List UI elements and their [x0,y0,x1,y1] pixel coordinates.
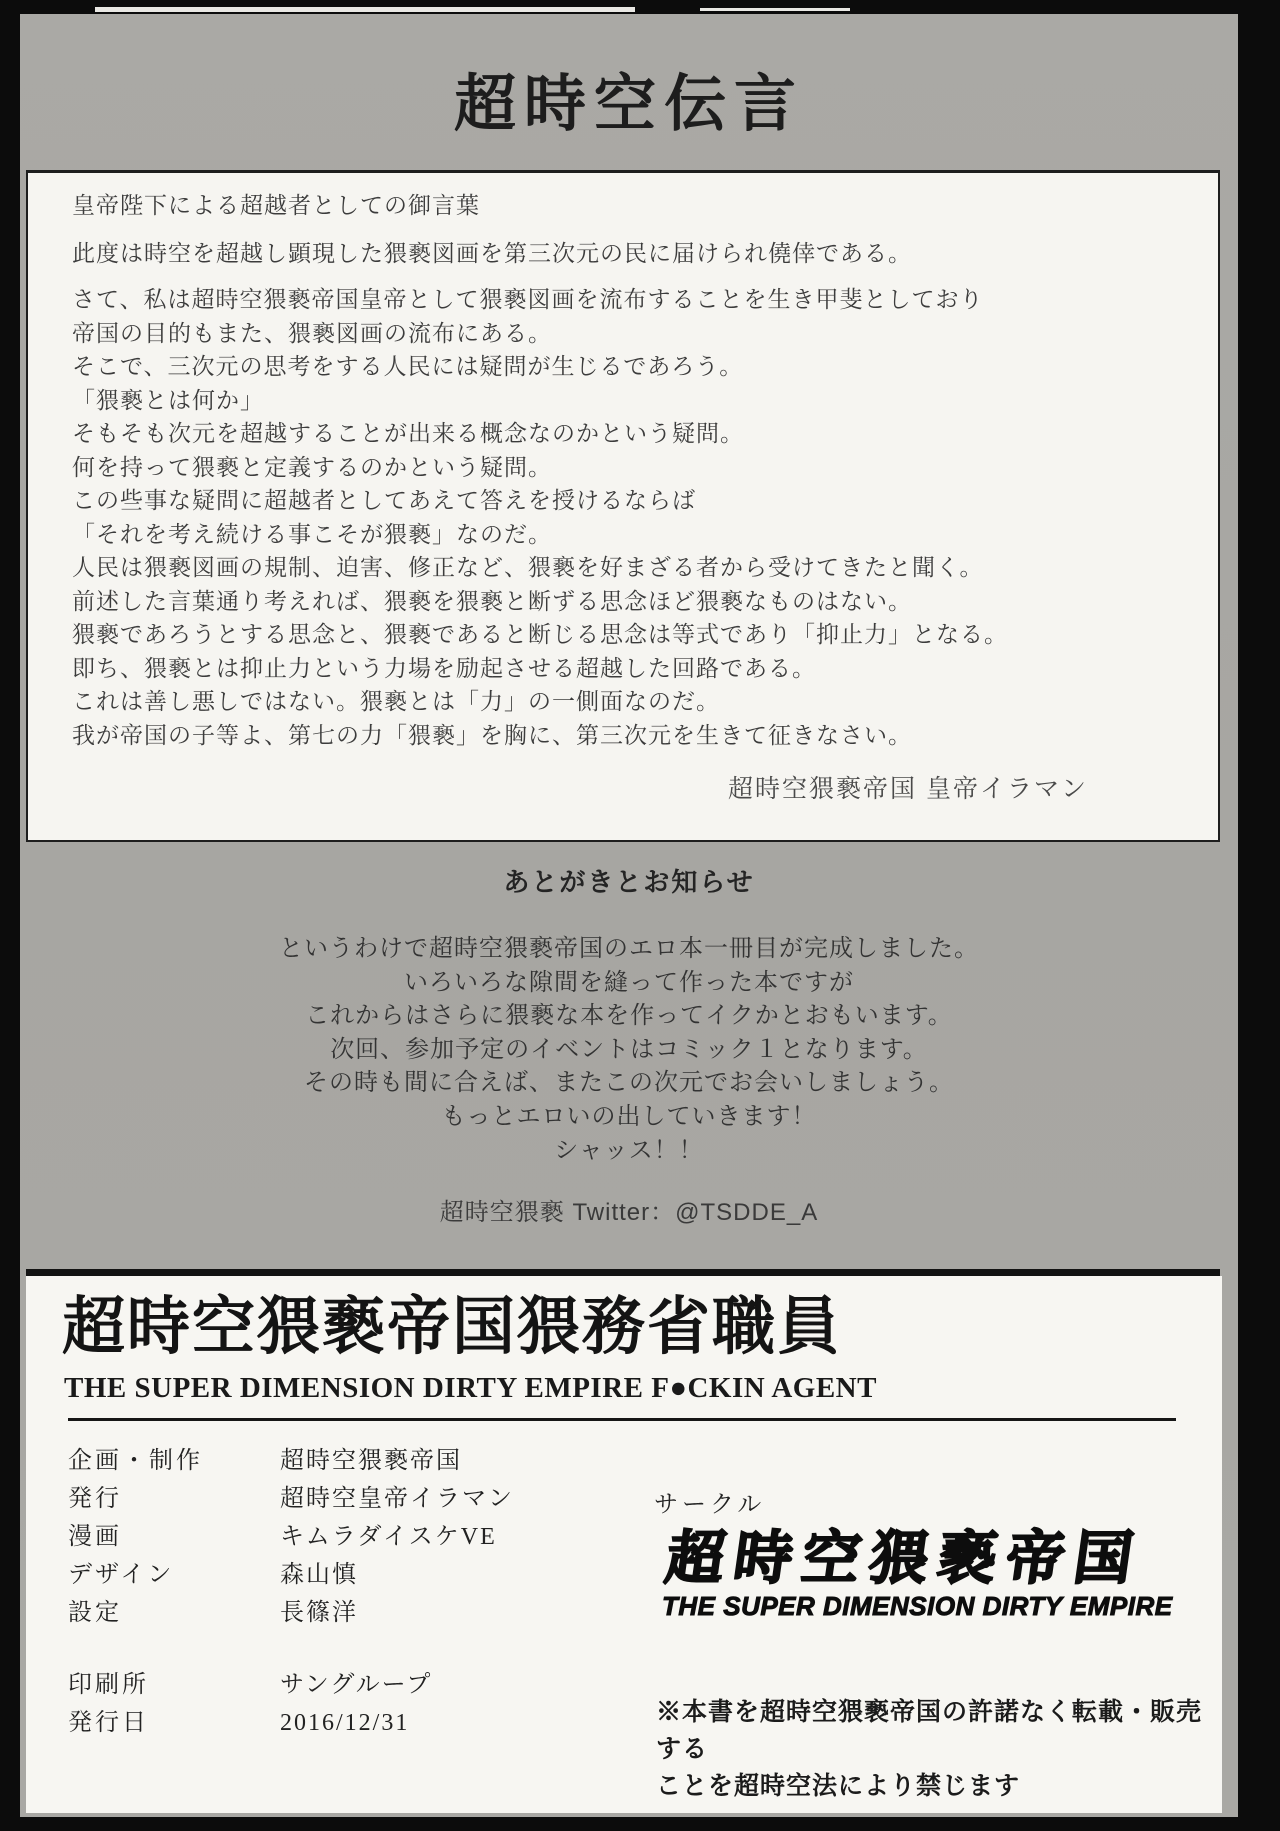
credit-row [68,1524,514,1550]
circle-logo-english: THE SUPER DIMENSION DIRTY EMPIRE [662,1591,1173,1621]
credit-value: 超時空猥褻帝国 [280,1448,462,1474]
credit-value: 超時空皇帝イラマン [280,1486,514,1512]
afterword-line: というわけで超時空猥褻帝国のエロ本一冊目が完成しました。 [279,935,979,962]
horizontal-rule [68,1418,1176,1421]
credit-value: キムラダイスケVE [280,1524,497,1550]
afterword-line: これからはさらに猥褻な本を作ってイクかとおもいます。 [305,1002,953,1030]
credit-label: 企画・制作 [68,1448,203,1474]
colophon-title: 超時空猥褻帝国猥務省職員 [62,1292,842,1362]
scan-edge-artifact [95,7,635,12]
afterword-line: いろいろな隙間を縫って作った本ですが [404,968,854,996]
credit-row [68,1562,514,1588]
afterword-line: もっとエロいの出していきます！ [441,1102,817,1130]
print-credits-table [68,1672,432,1748]
copyright-notice [656,1694,1216,1805]
credit-row [68,1710,432,1736]
afterword-line: シャッス！！ [554,1136,704,1164]
message-line: 人民は猥褻図画の規制、迫害、修正など、猥褻を好まざる者から受けてきたと聞く。 [72,554,984,580]
credit-label: 発行 [68,1486,122,1512]
credit-value: 森山慎 [280,1562,358,1588]
section-divider [26,1269,1220,1276]
afterword-heading: あとがきとお知らせ [503,867,755,897]
credit-label: 設定 [68,1600,122,1626]
copyright-notice-line: ※本書を超時空猥褻帝国の許諾なく転載・販売する [656,1699,1203,1763]
page-title: 超時空伝言 [453,71,804,139]
message-body [72,283,1008,752]
circle-logo-kanji: 超時空猥褻帝国 [661,1526,1148,1591]
twitter-handle: 超時空猥褻 Twitter：@TSDDE_A [439,1199,819,1226]
scan-edge-artifact [700,8,850,11]
colophon-section [26,1276,1222,1813]
credit-value: サングループ [280,1672,433,1698]
credit-row [68,1448,514,1474]
credit-value: 2016/12/31 [280,1710,410,1736]
emperor-message-box [26,170,1220,842]
circle-label: サークル [654,1492,766,1518]
afterword-line: その時も間に合えば、またこの次元でお会いしましょう。 [304,1069,954,1097]
message-line: 何を持って猥褻と定義するのかという疑問。 [72,453,552,480]
message-line: 前述した言葉通り考えれば、猥褻を猥褻と断ずる思念ほど猥褻なものはない。 [72,587,912,614]
credits-table [68,1448,514,1638]
emperor-signature: 超時空猥褻帝国 皇帝イラマン [728,775,1088,803]
message-line: これは善し悪しではない。猥褻とは「力」の一側面なのだ。 [72,688,720,714]
credit-row [68,1486,514,1512]
message-line: そもそも次元を超越することが出来る概念なのかという疑問。 [72,420,744,446]
message-line: 即ち、猥褻とは抑止力という力場を励起させる超越した回路である。 [72,654,816,681]
credit-label: 印刷所 [68,1672,149,1698]
credit-row [68,1600,514,1626]
credit-row [68,1672,432,1698]
circle-logo [662,1528,1202,1620]
credit-label: 発行日 [68,1710,149,1736]
credit-label: デザイン [68,1562,175,1588]
message-heading: 皇帝陛下による超越者としての御言葉 [72,192,480,218]
message-line: 我が帝国の子等よ、第七の力「猥褻」を胸に、第三次元を生きて征きなさい。 [72,721,912,748]
message-line: 「それを考え続ける事こそが猥褻」なのだ。 [72,520,552,547]
message-line: この些事な疑問に超越者としてあえて答えを授けるならば [72,487,696,513]
credit-label: 漫画 [68,1524,122,1550]
message-line: 「猥褻とは何か」 [72,386,264,413]
message-intro: 此度は時空を超越し顕現した猥褻図画を第三次元の民に届けられ僥倖である。 [72,240,912,266]
copyright-notice-line: ことを超時空法により禁じます [656,1773,1021,1800]
credit-value: 長篠洋 [280,1600,358,1626]
afterword-body [20,932,1238,1167]
message-line: 帝国の目的もまた、猥褻図画の流布にある。 [72,319,552,346]
colophon-subtitle: THE SUPER DIMENSION DIRTY EMPIRE F●CKIN AGENT [64,1372,877,1404]
page [20,14,1238,1817]
message-line: さて、私は超時空猥褻帝国皇帝として猥褻図画を流布することを生き甲斐としており [72,286,984,312]
message-line: 猥褻であろうとする思念と、猥褻であると断じる思念は等式であり「抑止力」となる。 [72,621,1008,647]
afterword-line: 次回、参加予定のイベントはコミック１となります。 [330,1035,928,1063]
message-line: そこで、三次元の思考をする人民には疑問が生じるであろう。 [72,353,744,379]
